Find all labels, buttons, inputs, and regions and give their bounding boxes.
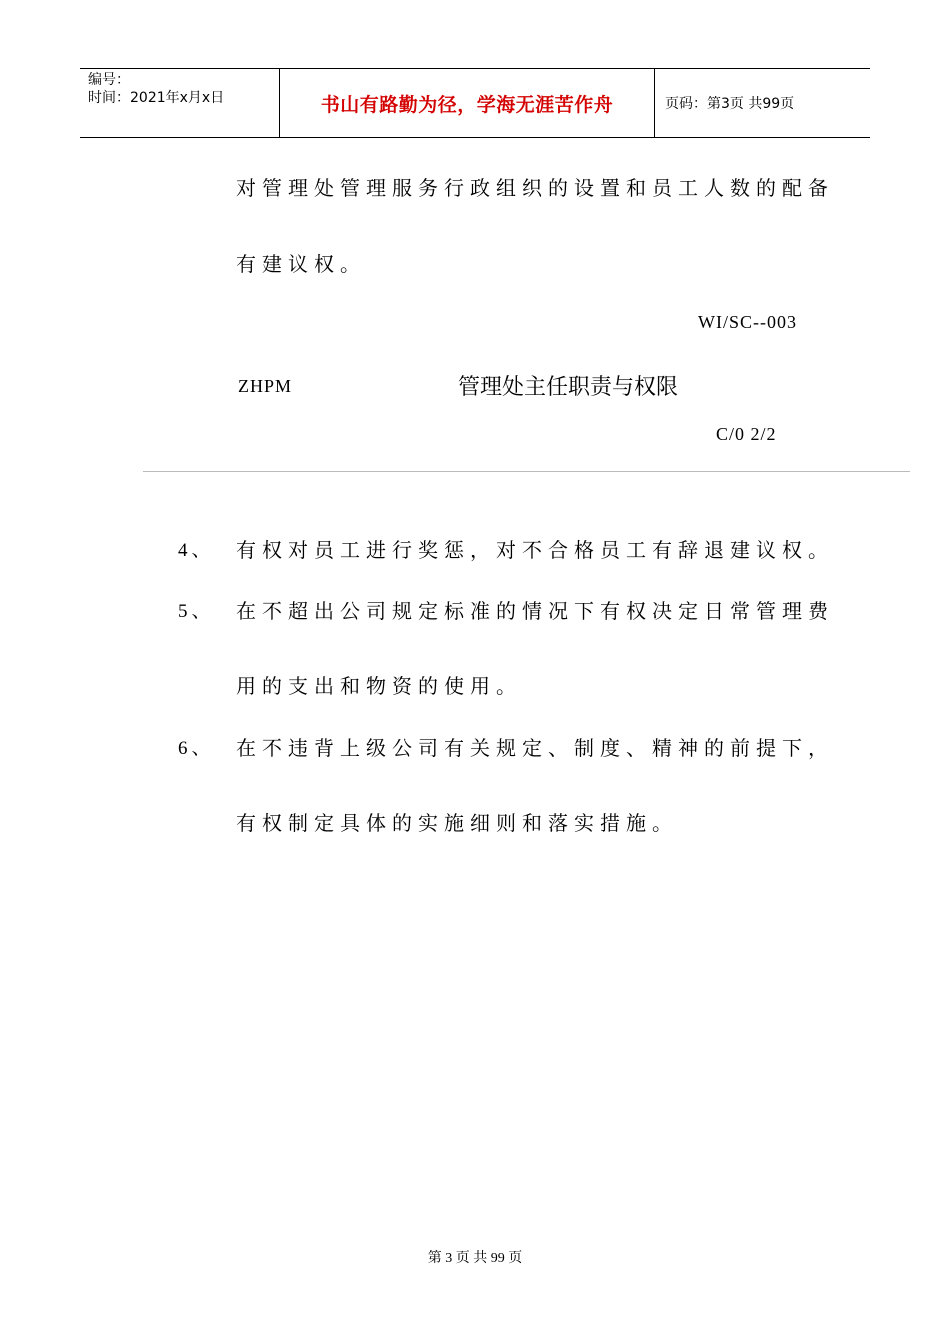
item-5-line-1: 在不超出公司规定标准的情况下有权决定日常管理费 [236, 599, 834, 623]
divider [143, 471, 910, 472]
body-line-2: 有建议权。 [236, 252, 366, 276]
item-number-5: 5、 [178, 601, 215, 622]
date-label: 时间：2021年x月x日 [88, 90, 225, 106]
header-table [80, 68, 870, 138]
item-6-line-2: 有权制定具体的实施细则和落实措施。 [236, 811, 678, 835]
item-4-line-1: 有权对员工进行奖惩，对不合格员工有辞退建议权。 [236, 538, 834, 562]
item-5-line-2: 用的支出和物资的使用。 [236, 674, 522, 698]
item-6-line-1: 在不违背上级公司有关规定、制度、精神的前提下， [236, 736, 834, 760]
company-code: ZHPM [238, 376, 293, 396]
number-label: 编号： [88, 72, 130, 88]
header-meta [80, 69, 280, 137]
item-number-6: 6、 [178, 738, 215, 759]
revision: C/0 2/2 [716, 424, 777, 444]
body-line-1: 对管理处管理服务行政组织的设置和员工人数的配备 [236, 176, 834, 200]
doc-title: 管理处主任职责与权限 [458, 375, 679, 400]
page-footer: 第 3 页 共 99 页 [427, 1251, 523, 1266]
header-page-info: 页码：第3页 共99页 [665, 96, 795, 112]
header-motto: 书山有路勤为径，学海无涯苦作舟 [280, 69, 655, 137]
item-number-4: 4、 [178, 540, 215, 561]
doc-code: WI/SC--003 [698, 312, 797, 332]
